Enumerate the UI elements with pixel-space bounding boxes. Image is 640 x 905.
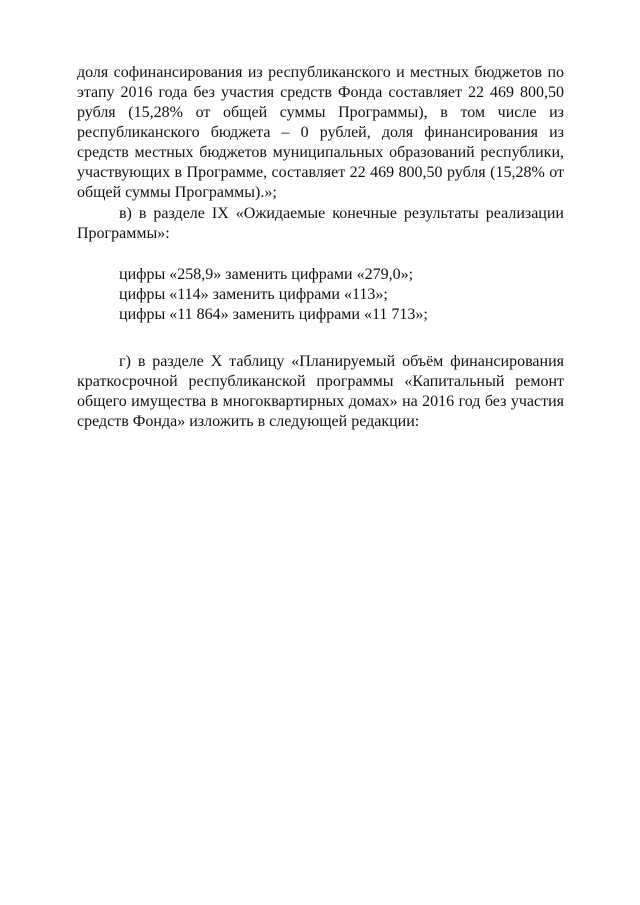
replacement-item-2: цифры «114» заменить цифрами «113»; xyxy=(119,286,388,303)
paragraph-section-ix: в) в разделе IX «Ожидаемые конечные результаты реализации Программы»: xyxy=(77,205,564,242)
paragraph-section-x: г) в разделе X таблицу «Планируемый объём финансирования краткосрочной республиканской программы «Капитальный ремонт общего имущества в многоквартирных домах» на 2016 год без участия средств Фонда» изложить в следующей редакции: xyxy=(77,353,564,430)
replacement-item-1: цифры «258,9» заменить цифрами «279,0»; xyxy=(119,266,414,283)
replacement-list xyxy=(119,265,428,325)
paragraph-cofinancing-share: доля софинансирования из республиканского и местных бюджетов по этапу 2016 года без участия средств Фонда составляет 22 469 800,50 рубля (15,28% от общей суммы Программы), в том числе из республиканского бюджета – 0 рублей, доля финансирования из средств местных бюджетов муниципальных образований республики, участвующих в Программе, составляет 22 469 800,50 рубля (15,28% от общей суммы Программы).»; xyxy=(77,64,564,201)
replacement-item-3: цифры «11 864» заменить цифрами «11 713»; xyxy=(119,306,428,323)
